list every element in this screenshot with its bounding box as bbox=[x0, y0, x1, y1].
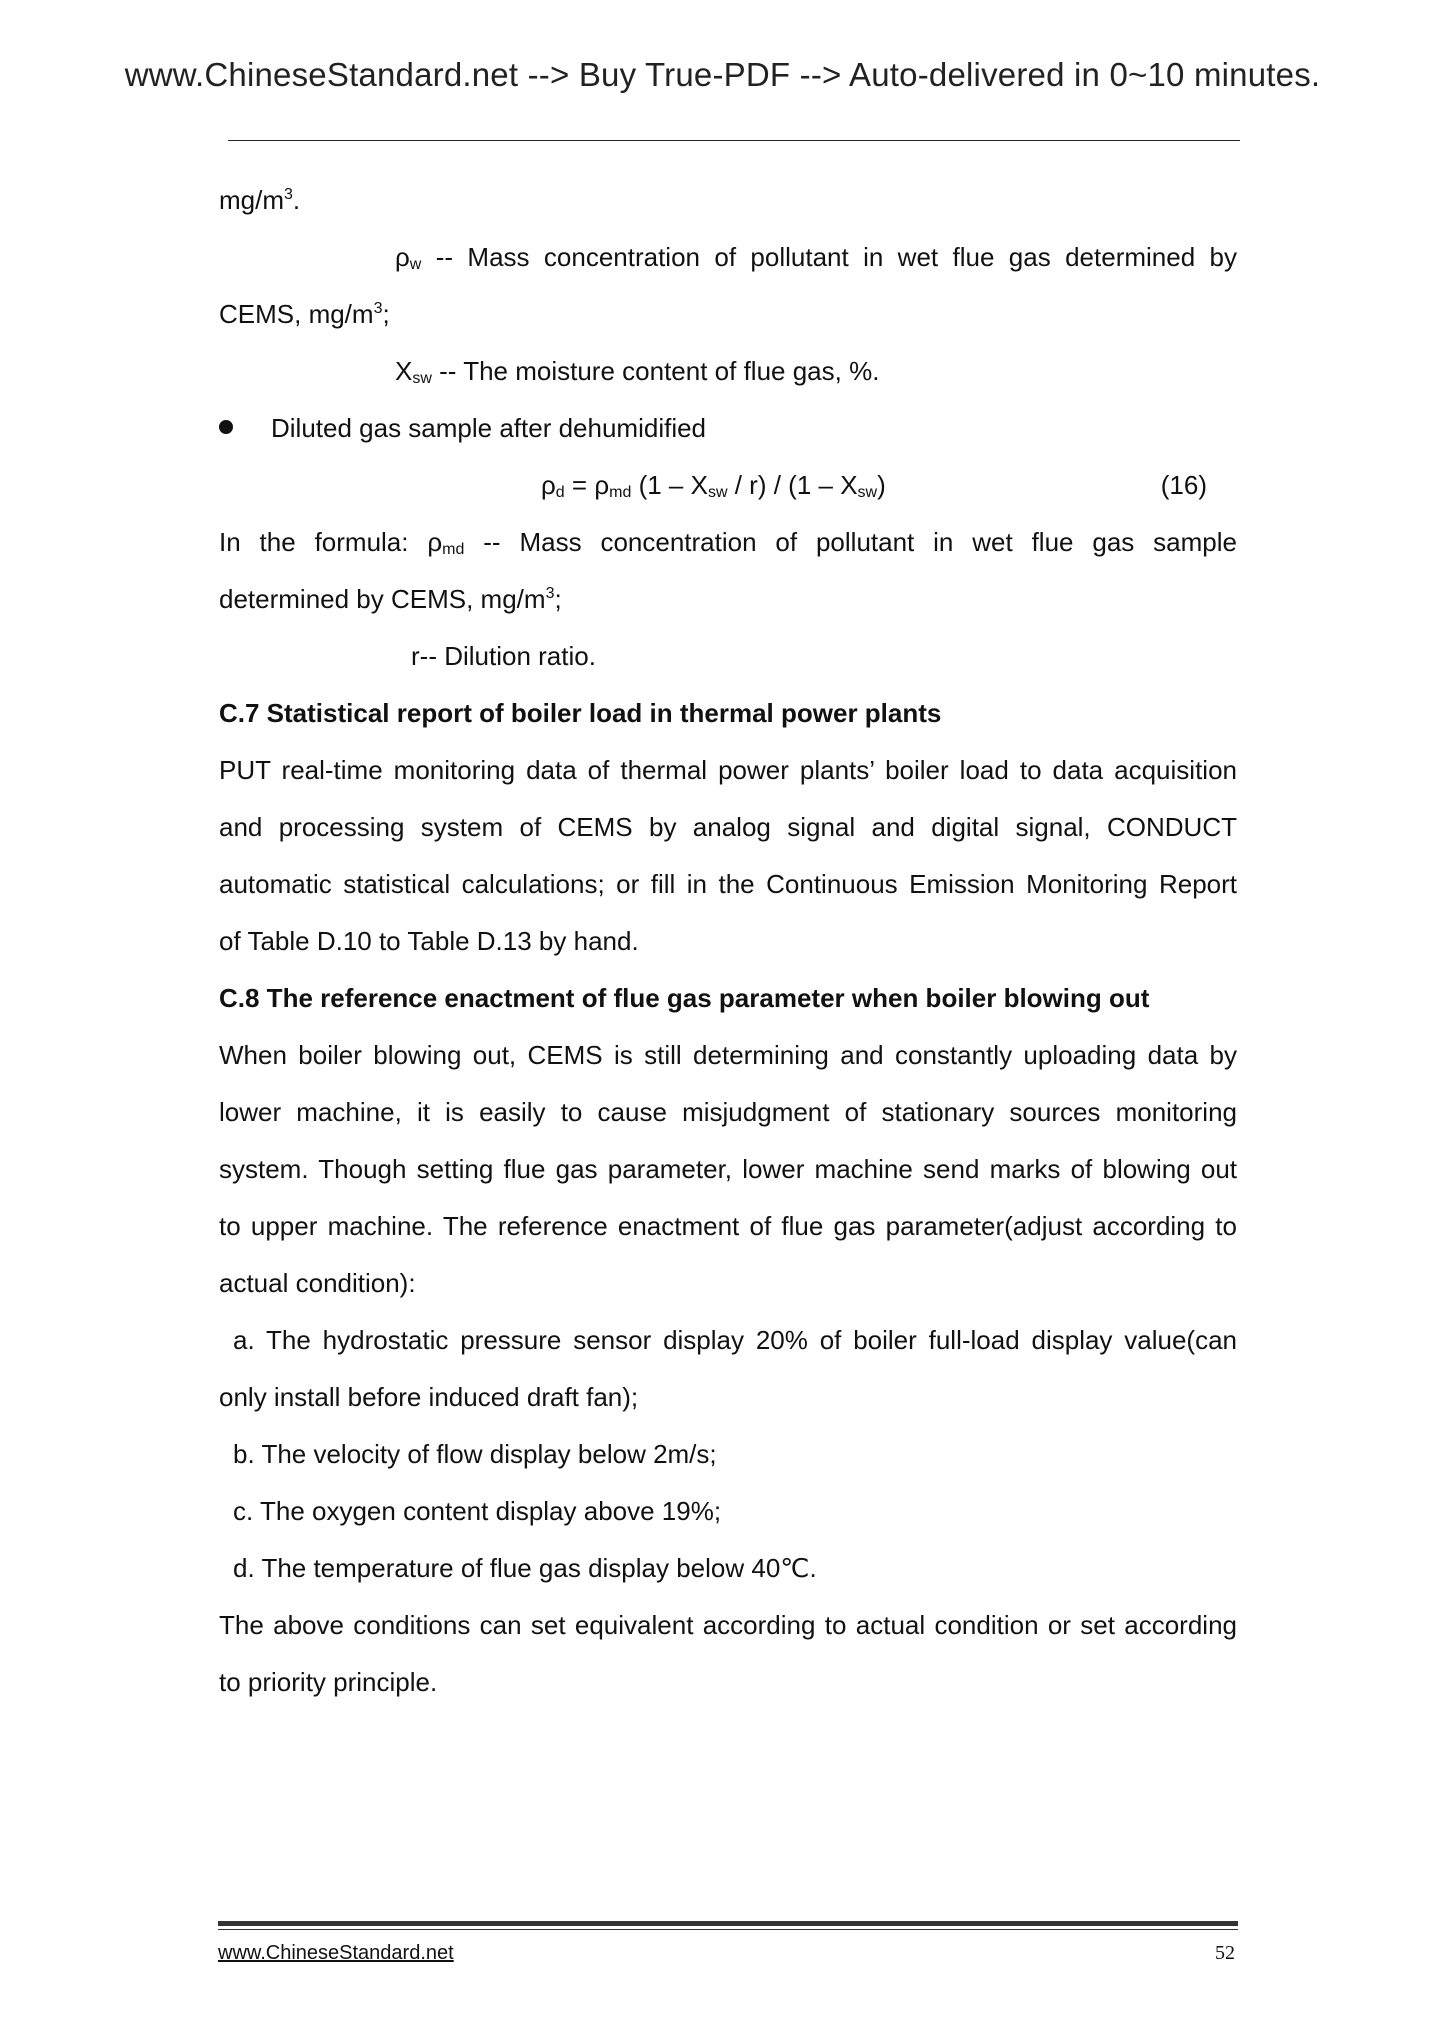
subscript: md bbox=[442, 541, 465, 558]
header-divider bbox=[228, 140, 1240, 141]
superscript: 3 bbox=[545, 585, 555, 602]
punctuation: ; bbox=[382, 299, 390, 329]
paragraph-line: and processing system of CEMS by analog signal and digital signal, CONDUCT bbox=[219, 812, 1237, 842]
continuation-text: determined by CEMS, mg/m bbox=[219, 584, 546, 614]
paragraph-line: to upper machine. The reference enactment of flue gas parameter(adjust according to bbox=[219, 1211, 1237, 1241]
list-item-c: c. The oxygen content display above 19%; bbox=[233, 1496, 722, 1526]
page-header-banner: www.ChineseStandard.net --> Buy True-PDF --> Auto-delivered in 0~10 minutes. bbox=[124, 56, 1321, 93]
paragraph-line: PUT real-time monitoring data of thermal power plants’ boiler load to data acquisition bbox=[219, 755, 1237, 785]
page-number: 52 bbox=[1215, 1942, 1235, 1964]
footer-site-link[interactable]: www.ChineseStandard.net bbox=[218, 1942, 454, 1964]
symbol: ρ bbox=[395, 242, 410, 272]
equation-number: (16) bbox=[1160, 470, 1207, 500]
paragraph-line: actual condition): bbox=[219, 1268, 416, 1298]
paragraph-line: automatic statistical calculations; or fill in the Continuous Emission Monitoring Report bbox=[219, 869, 1237, 899]
bullet-dot-icon bbox=[219, 420, 233, 434]
paragraph-line: of Table D.10 to Table D.13 by hand. bbox=[219, 926, 639, 956]
list-item-a-cont: only install before induced draft fan); bbox=[219, 1382, 639, 1412]
list-item-b: b. The velocity of flow display below 2m/s; bbox=[233, 1439, 717, 1469]
paragraph-line: system. Though setting flue gas parameter, lower machine send marks of blowing out bbox=[219, 1154, 1237, 1184]
section-c7-paragraph bbox=[219, 742, 1237, 970]
bullet-item bbox=[219, 400, 1237, 457]
document-body bbox=[219, 172, 1237, 1711]
definition-rho-w bbox=[219, 229, 1237, 286]
formula-explanation-cont bbox=[219, 571, 1237, 628]
definition-continuation bbox=[219, 286, 1237, 343]
footer-divider-thick bbox=[218, 1921, 1238, 1926]
definition-text: -- Mass concentration of pollutant in wet flue gas determined by bbox=[421, 242, 1237, 272]
definition-text: -- The moisture content of flue gas, %. bbox=[431, 356, 880, 386]
section-title-c7: C.7 Statistical report of boiler load in thermal power plants bbox=[219, 698, 942, 728]
formula-16 bbox=[219, 457, 1237, 514]
list-item-a: a. The hydrostatic pressure sensor display 20% of boiler full-load display value(can bbox=[233, 1325, 1237, 1355]
unit-text: mg/m bbox=[219, 185, 284, 215]
paragraph-line: to priority principle. bbox=[219, 1667, 438, 1697]
continuation-text: CEMS, mg/m bbox=[219, 299, 374, 329]
punctuation: . bbox=[292, 185, 301, 215]
subscript: sw bbox=[412, 370, 432, 387]
paragraph-line: The above conditions can set equivalent according to actual condition or set according bbox=[219, 1610, 1237, 1640]
subscript: w bbox=[409, 256, 422, 273]
symbol: X bbox=[395, 356, 413, 386]
superscript: 3 bbox=[373, 300, 383, 317]
definition-r: r-- Dilution ratio. bbox=[411, 641, 596, 671]
text-line-unit bbox=[219, 172, 1237, 229]
punctuation: ; bbox=[554, 584, 562, 614]
superscript: 3 bbox=[284, 186, 293, 203]
formula-explanation bbox=[219, 514, 1237, 571]
section-c8-paragraph bbox=[219, 1027, 1237, 1312]
footer-divider-thin bbox=[218, 1929, 1238, 1930]
paragraph-line: When boiler blowing out, CEMS is still determining and constantly uploading data by bbox=[219, 1040, 1237, 1070]
closing-paragraph bbox=[219, 1597, 1237, 1711]
section-title-c8: C.8 The reference enactment of flue gas parameter when boiler blowing out bbox=[219, 983, 1150, 1013]
definition-xsw bbox=[219, 343, 1237, 400]
formula-expression: $\rho_d = \rho_{md}$ $(1 - X_{sw} / r) / (1 - X_{sw})$ bbox=[541, 470, 886, 501]
paragraph-line: lower machine, it is easily to cause misjudgment of stationary sources monitoring bbox=[219, 1097, 1237, 1127]
explanation-text-cont: -- Mass concentration of pollutant in wet flue gas sample bbox=[464, 527, 1237, 557]
bullet-text: Diluted gas sample after dehumidified bbox=[271, 413, 707, 443]
explanation-text: In the formula: ρ bbox=[219, 527, 443, 557]
list-item-d: d. The temperature of flue gas display below 40℃. bbox=[233, 1553, 817, 1583]
